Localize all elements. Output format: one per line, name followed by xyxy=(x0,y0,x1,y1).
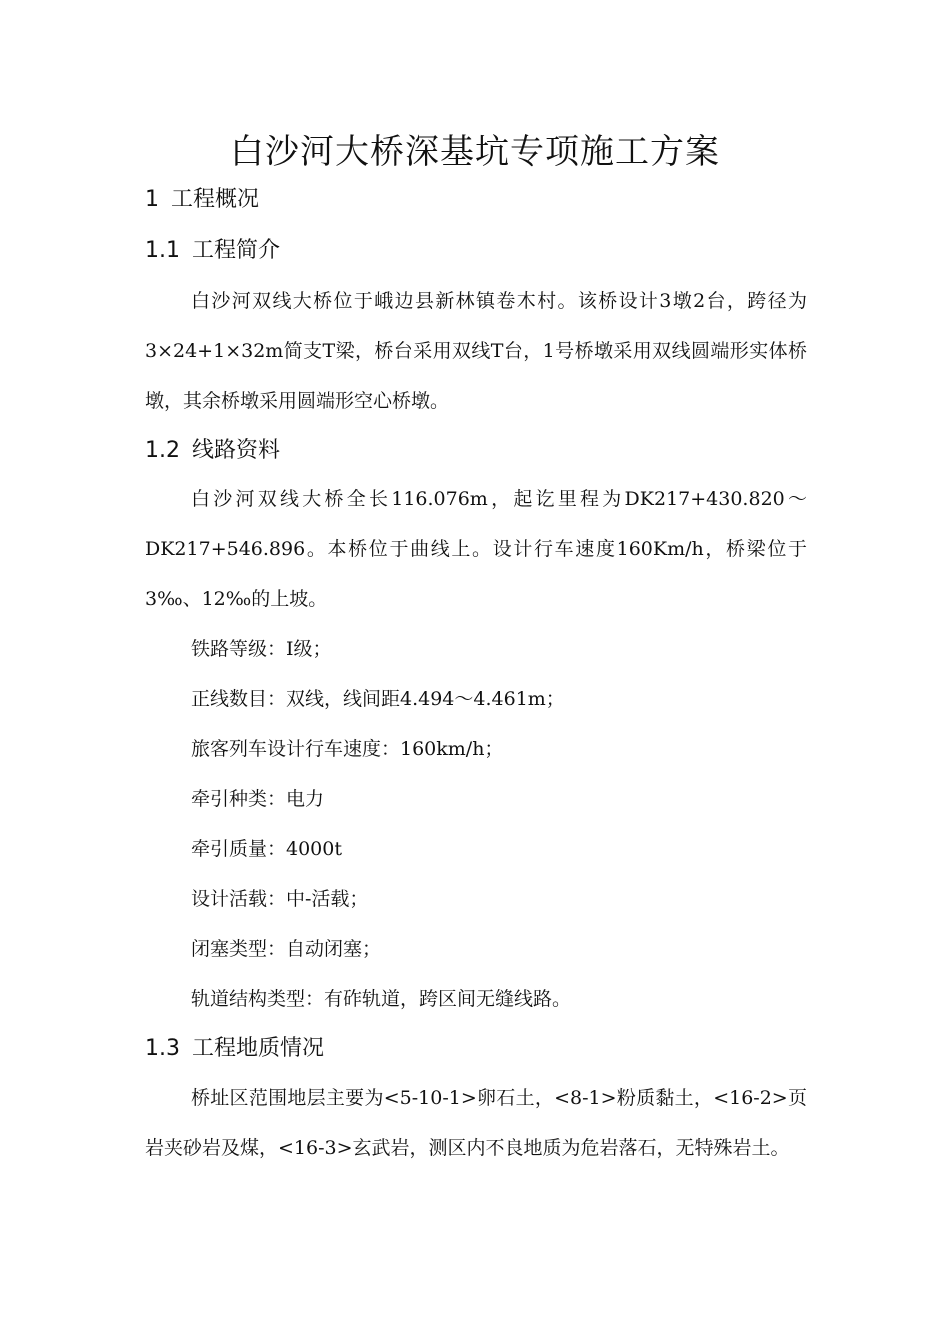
heading-section-1-3 xyxy=(145,1034,324,1064)
paragraph-route-data: 白沙河双线大桥全长116.076m，起讫里程为DK217+430.820～DK217+546.896。本桥位于曲线上。设计行车速度160Km/h，桥梁位于3‰、12‰的上坡。 xyxy=(145,488,807,610)
heading-label: 工程简介 xyxy=(192,238,281,263)
list-item: 轨道结构类型：有砟轨道，跨区间无缝线路。 xyxy=(191,988,572,1010)
paragraph-project-intro: 白沙河双线大桥位于峨边县新林镇卷木村。该桥设计3墩2台，跨径为3×24+1×32m简支T梁，桥台采用双线T台，1号桥墩采用双线圆端形实体桥墩，其余桥墩采用圆端形空心桥墩。 xyxy=(145,290,807,412)
heading-label: 线路资料 xyxy=(192,438,281,463)
list-item: 旅客列车设计行车速度：160km/h； xyxy=(191,738,504,760)
heading-number: 1.1 xyxy=(145,238,180,263)
list-item: 正线数目：双线，线间距4.494～4.461m； xyxy=(191,688,565,710)
list-item: 铁路等级：Ⅰ级； xyxy=(191,638,332,660)
heading-label: 工程概况 xyxy=(171,187,260,212)
document-title: 白沙河大桥深基坑专项施工方案 xyxy=(230,132,720,172)
heading-section-1-1 xyxy=(145,236,280,266)
heading-number: 1 xyxy=(145,187,159,212)
heading-number: 1.2 xyxy=(145,438,180,463)
heading-section-1 xyxy=(145,185,259,215)
heading-number: 1.3 xyxy=(145,1036,180,1061)
list-item: 设计活载：中-活载； xyxy=(191,888,369,910)
list-item: 牵引质量：4000t xyxy=(191,838,342,860)
paragraph-geology: 桥址区范围地层主要为<5-10-1>卵石土，<8-1>粉质黏土，<16-2>页岩夹砂岩及煤，<16-3>玄武岩，测区内不良地质为危岩落石，无特殊岩土。 xyxy=(145,1087,807,1159)
list-item: 闭塞类型：自动闭塞； xyxy=(191,938,382,960)
list-item: 牵引种类：电力 xyxy=(191,788,325,810)
heading-label: 工程地质情况 xyxy=(192,1036,325,1061)
heading-section-1-2 xyxy=(145,436,280,466)
